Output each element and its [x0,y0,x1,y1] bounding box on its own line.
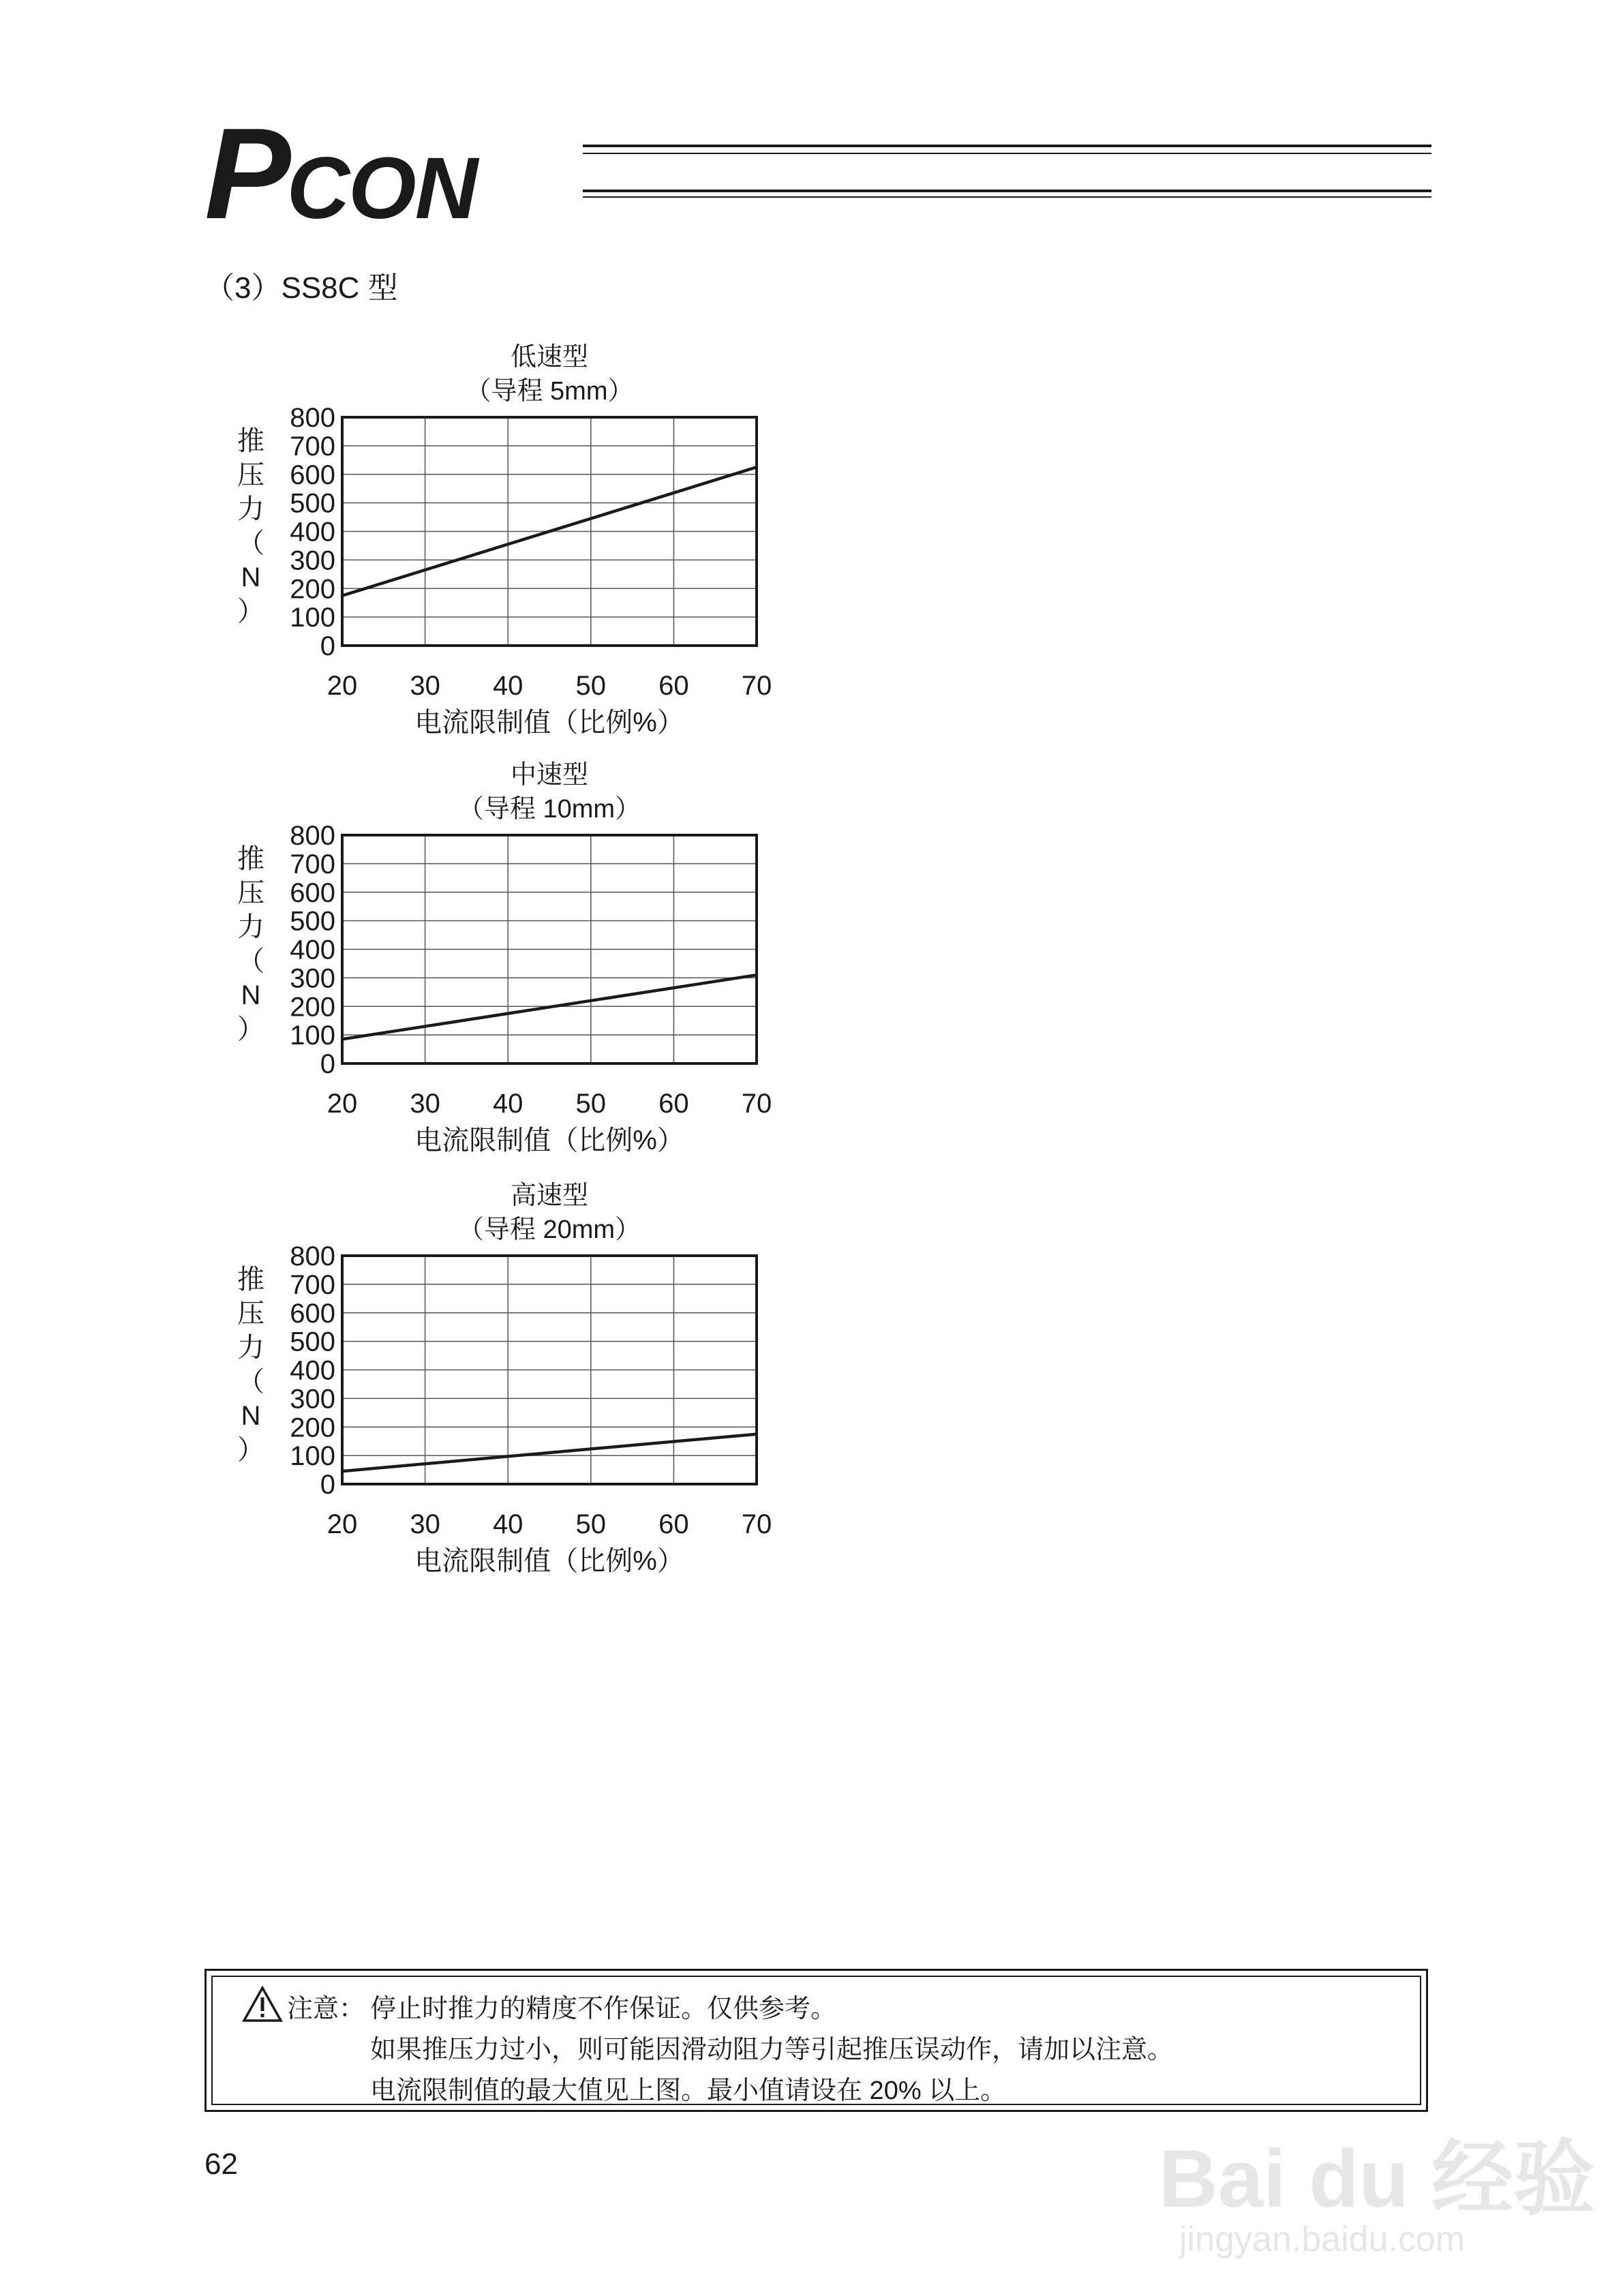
series-line [342,1434,757,1471]
y-tick-label: 0 [320,631,335,661]
caution-line-2: 如果推压力过小，则可能因滑动阻力等引起推压误动作，请加以注意。 [370,2036,1174,2064]
y-axis-label-char: 推 [237,426,264,456]
x-tick-label: 40 [492,671,524,701]
x-axis-label: 电流限制值（比例%） [414,1126,684,1155]
chart-low-speed [191,334,818,736]
y-tick-label: 100 [290,603,335,633]
x-tick-label: 40 [492,1089,524,1119]
x-tick-label: 30 [410,671,440,701]
chart-high-speed [191,1173,818,1575]
y-tick-label: 100 [290,1021,335,1051]
x-axis-label: 电流限制值（比例%） [414,708,684,738]
x-tick-label: 60 [658,1509,689,1539]
chart-subtitle: （导程 20mm） [457,1215,641,1244]
y-axis-label-char: （ [237,946,264,976]
y-tick-label: 300 [290,1384,335,1415]
y-axis-label-char: ） [237,1014,264,1044]
y-tick-label: 700 [290,431,335,462]
x-tick-label: 70 [741,671,772,701]
y-axis-label-char: （ [237,528,264,558]
y-axis-label-char: 压 [237,460,264,490]
x-tick-label: 40 [492,1509,524,1539]
x-tick-label: 70 [741,1509,772,1539]
caution-line-3: 电流限制值的最大值见上图。最小值请设在 20% 以上。 [370,2076,1007,2105]
y-tick-label: 800 [290,403,335,433]
x-tick-label: 50 [575,1089,607,1119]
x-tick-label: 60 [658,671,689,701]
baidu-watermark [1159,2093,1596,2270]
caution-label: 注意： [287,1995,365,2023]
caution-line-1: 停止时推力的精度不作保证。仅供参考。 [370,1995,837,2023]
y-tick-label: 500 [290,906,335,937]
y-axis-label-char: 推 [237,1265,264,1295]
y-tick-label: 700 [290,1269,335,1300]
y-tick-label: 100 [290,1441,335,1472]
y-tick-label: 300 [290,545,335,576]
y-tick-label: 0 [320,1049,335,1079]
x-tick-label: 20 [327,1089,358,1119]
pcon-logo: PCON [204,102,477,246]
watermark-brand: Bai du 经验 [1159,2133,1596,2224]
y-tick-label: 200 [290,992,335,1023]
x-tick-label: 50 [575,1509,607,1539]
header-rule-bottom [583,190,1431,192]
x-tick-label: 50 [575,671,607,701]
y-axis-label-char: 力 [237,1333,264,1363]
chart-title: 高速型 [510,1181,589,1210]
y-axis-label-char: 推 [237,844,264,874]
y-tick-label: 600 [290,1298,335,1329]
y-tick-label: 400 [290,1355,335,1386]
y-axis-label-char: 压 [237,1299,264,1329]
y-tick-label: 600 [290,877,335,908]
x-tick-label: 20 [327,1509,358,1539]
y-tick-label: 500 [290,1327,335,1357]
header-rule-top [583,145,1431,147]
header-rule-middle [583,153,1431,154]
y-tick-label: 800 [290,1241,335,1271]
y-axis-label-char: N [241,1401,261,1431]
warning-triangle-icon [242,1986,283,2023]
y-tick-label: 200 [290,1413,335,1443]
x-tick-label: 60 [658,1089,689,1119]
x-tick-label: 20 [327,671,358,701]
y-tick-label: 200 [290,574,335,605]
x-tick-label: 30 [410,1089,440,1119]
y-tick-label: 600 [290,459,335,490]
caution-box [204,1969,1428,2112]
y-tick-label: 300 [290,963,335,994]
y-tick-label: 400 [290,517,335,547]
y-tick-label: 800 [290,821,335,851]
y-tick-label: 500 [290,488,335,519]
chart-subtitle: （导程 10mm） [457,795,641,824]
chart-title: 中速型 [510,761,589,789]
y-axis-label-char: 压 [237,878,264,908]
y-axis-label-char: ） [237,596,264,626]
y-tick-label: 0 [320,1470,335,1500]
header-rule-lower [583,196,1431,198]
y-axis-label-char: N [241,980,261,1010]
y-tick-label: 400 [290,935,335,965]
y-axis-label-char: 力 [237,912,264,942]
x-tick-label: 30 [410,1509,440,1539]
chart-medium-speed [191,752,818,1154]
y-axis-label-char: 力 [237,494,264,524]
series-line [342,975,757,1039]
y-axis-label-char: N [241,562,261,592]
page-number: 62 [204,2147,238,2181]
y-axis-label-char: （ [237,1367,264,1397]
chart-title: 低速型 [510,343,589,372]
x-axis-label: 电流限制值（比例%） [414,1546,684,1576]
chart-subtitle: （导程 5mm） [465,377,634,406]
y-axis-label-char: ） [237,1435,264,1465]
y-tick-label: 700 [290,849,335,879]
watermark-url: jingyan.baidu.com [1179,2220,1466,2259]
section-heading: （3）SS8C 型 [204,271,398,305]
x-tick-label: 70 [741,1089,772,1119]
